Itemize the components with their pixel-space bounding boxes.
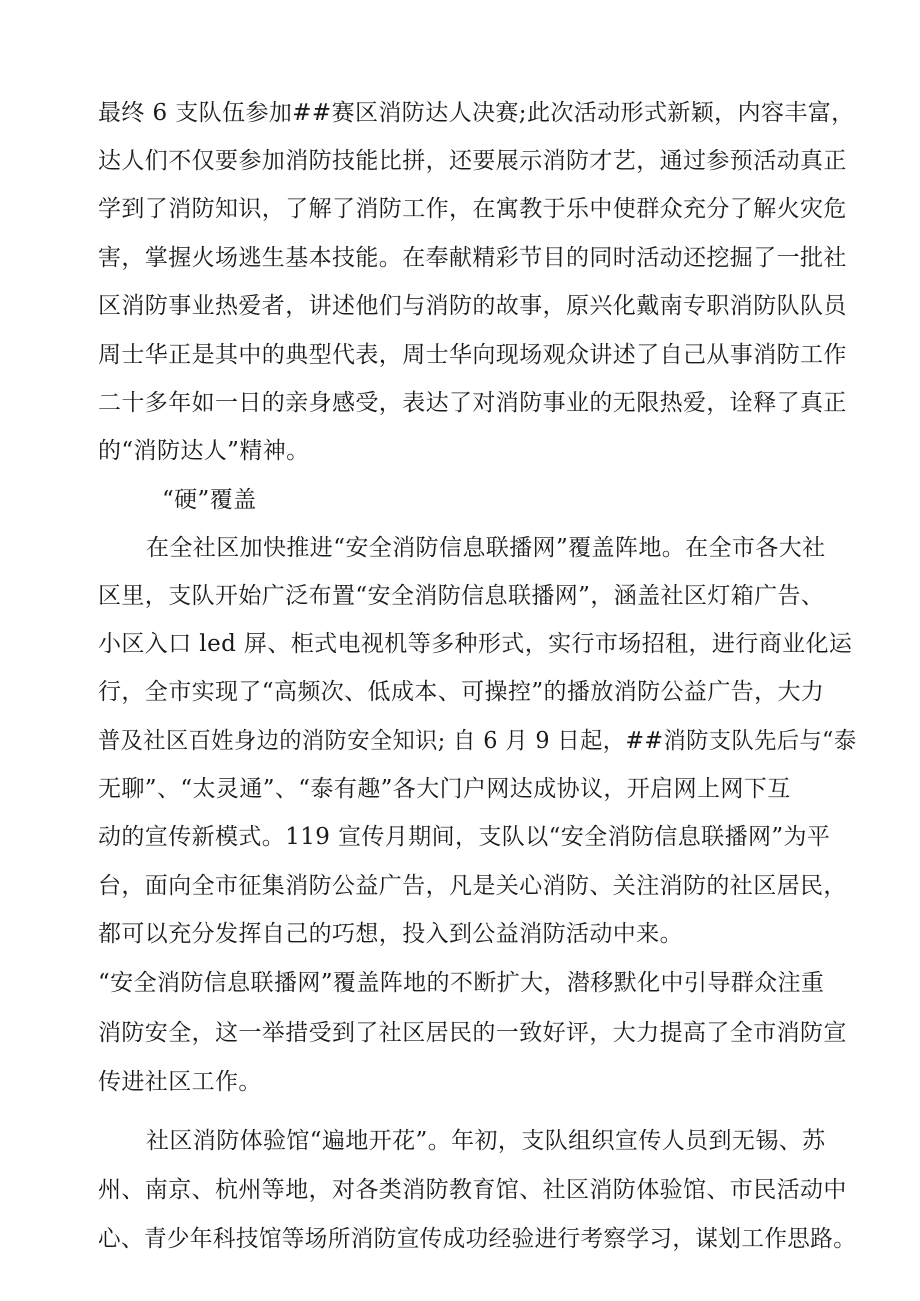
paragraph-4-line: 社区消防体验馆“遍地开花”。年初，支队组织宣传人员到无锡、苏	[146, 1128, 826, 1154]
paragraph-1-line: 的“消防达人”精神。	[98, 438, 310, 464]
paragraph-2-line: 台，面向全市征集消防公益广告，凡是关心消防、关注消防的社区居民，	[98, 873, 847, 899]
paragraph-4-line: 心、青少年科技馆等场所消防宣传成功经验进行考察学习，谋划工作思路。	[98, 1226, 857, 1252]
paragraph-1-line: 达人们不仅要参加消防技能比拼，还要展示消防才艺，通过参预活动真正	[98, 148, 847, 174]
paragraph-3-line: 传进社区工作。	[98, 1069, 262, 1095]
paragraph-3-line: 消防安全，这一举措受到了社区居民的一致好评，大力提高了全市消防宣	[98, 1020, 847, 1046]
paragraph-1-line: 最终 6 支队伍参加##赛区消防达人决赛;此次活动形式新颖，内容丰富，	[98, 100, 855, 126]
paragraph-1-line: 周士华正是其中的典型代表，周士华向现场观众讲述了自己从事消防工作	[98, 342, 847, 368]
paragraph-2-line: 在全社区加快推进“安全消防信息联播网”覆盖阵地。在全市各大社	[146, 535, 826, 561]
section-heading: “硬”覆盖	[162, 487, 257, 513]
paragraph-3-line: “安全消防信息联播网”覆盖阵地的不断扩大，潜移默化中引导群众注重	[98, 970, 825, 996]
paragraph-1-line: 学到了消防知识，了解了消防工作，在寓教于乐中使群众充分了解火灾危	[98, 196, 847, 222]
paragraph-2-line: 动的宣传新模式。119 宣传月期间，支队以“安全消防信息联播网”为平	[98, 824, 831, 850]
paragraph-2-line: 小区入口 led 屏、柜式电视机等多种形式，实行市场招租，进行商业化运	[98, 631, 853, 657]
paragraph-2-line: 区里，支队开始广泛布置“安全消防信息联播网”，涵盖社区灯箱广告、	[98, 583, 825, 609]
paragraph-2-line: 都可以充分发挥自己的巧想，投入到公益消防活动中来。	[98, 921, 683, 947]
paragraph-1-line: 区消防事业热爱者，讲述他们与消防的故事，原兴化戴南专职消防队队员	[98, 293, 847, 319]
paragraph-2-line: 行，全市实现了“高频次、低成本、可操控”的播放消防公益广告，大力	[98, 679, 825, 705]
paragraph-1-line: 害，掌握火场逃生基本技能。在奉献精彩节目的同时活动还挖掘了一批社	[98, 245, 847, 271]
paragraph-2-line: 无聊”、“太灵通”、“泰有趣”各大门户网达成协议，开启网上网下互	[98, 776, 791, 802]
paragraph-2-line: 普及社区百姓身边的消防安全知识; 自 6 月 9 日起，##消防支队先后与“泰	[98, 728, 857, 754]
paragraph-4-line: 州、南京、杭州等地，对各类消防教育馆、社区消防体验馆、市民活动中	[98, 1177, 847, 1203]
paragraph-1-line: 二十多年如一日的亲身感受，表达了对消防事业的无限热爱，诠释了真正	[98, 390, 847, 416]
